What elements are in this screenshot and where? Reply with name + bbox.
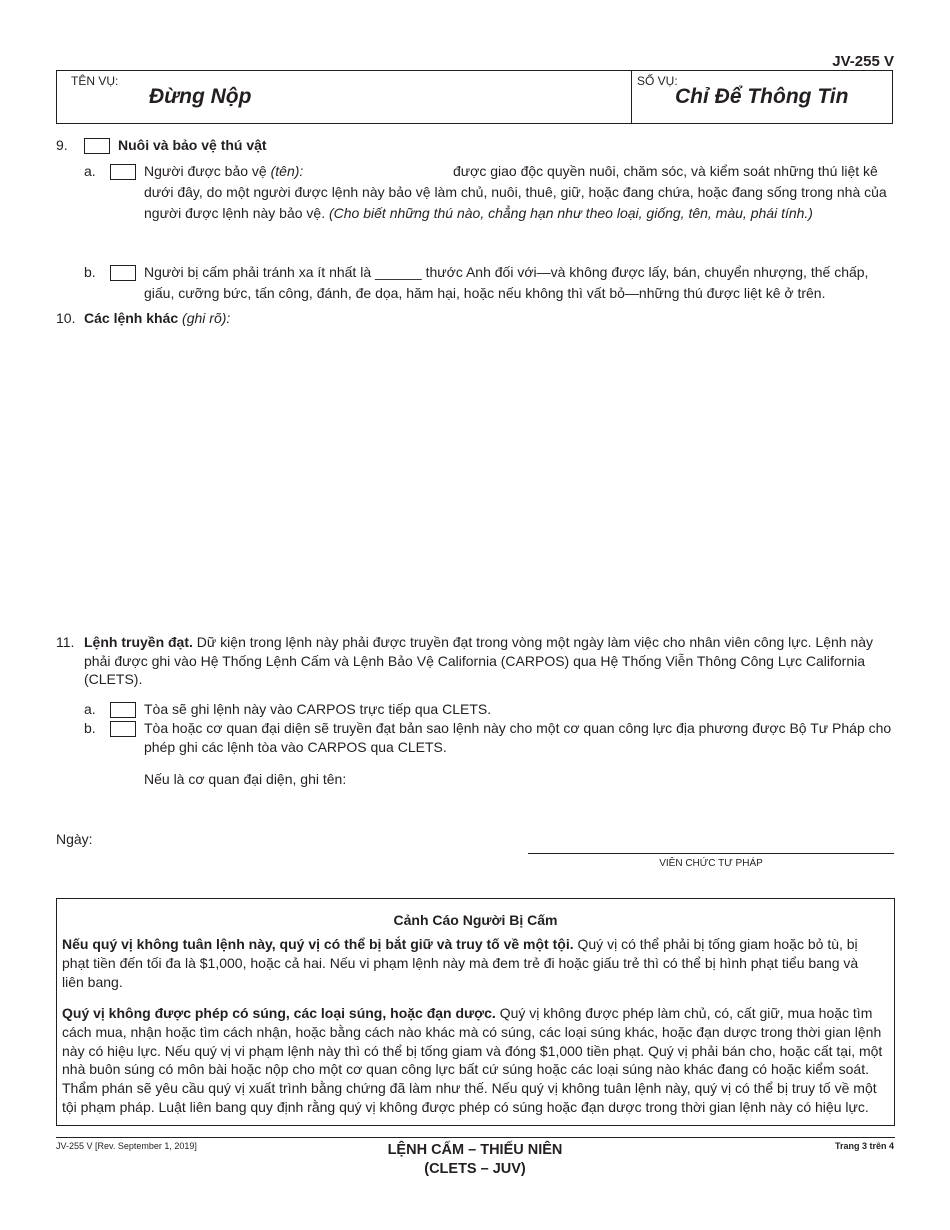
footer-title-line2: (CLETS – JUV) bbox=[424, 1161, 526, 1177]
item11-line1 bbox=[84, 633, 873, 652]
item11b-letter: b. bbox=[84, 720, 96, 736]
item9a-line3-hint: (Cho biết những thú nào, chẳng hạn như theo loại, giống, tên, màu, phái tính.) bbox=[329, 205, 813, 221]
item10-other-orders-area[interactable] bbox=[84, 332, 892, 622]
item9a-letter: a. bbox=[84, 163, 96, 179]
item9b-checkbox[interactable] bbox=[110, 265, 136, 281]
warning-p2-line3: này có hiệu lực. Nếu quý vị vi phạm lệnh này thì có thể bị tống giam và đóng $1,000 tiền phạt. Quý vị phải bán cho, hoặc cất tại, một bbox=[62, 1043, 883, 1059]
warning-p2-line2: cách mua, nhận hoặc tìm cách nhận, hoặc bằng cách nào khác mà có súng, các loại súng khác, hoặc đạn dược trong thời gian lệnh bbox=[62, 1024, 882, 1040]
item9a-line1-end: được giao độc quyền nuôi, chăm sóc, và kiểm soát những thú liệt kê bbox=[453, 163, 878, 179]
case-header bbox=[56, 70, 893, 124]
form-id: JV-255 V bbox=[832, 53, 894, 70]
item11b-checkbox[interactable] bbox=[110, 721, 136, 737]
item10-heading bbox=[84, 309, 230, 328]
item9a-name-hint: (tên): bbox=[270, 163, 304, 179]
warning-p2-line5: Thẩm phán sẽ yêu cầu quý vị xuất trình bằng chứng đã làm như thế. Nếu quý vị không tuân lệnh này, quý vị có thể bị truy tố về một bbox=[62, 1080, 877, 1096]
footer-rev: JV-255 V [Rev. September 1, 2019] bbox=[56, 1141, 197, 1151]
footer-page: Trang 3 trên 4 bbox=[834, 1141, 894, 1151]
footer-rule bbox=[56, 1137, 895, 1138]
officer-label: VIÊN CHỨC TƯ PHÁP bbox=[659, 858, 763, 869]
item11-number: 11. bbox=[56, 634, 75, 650]
item9a-line3 bbox=[144, 204, 813, 223]
item11b-line2: phép ghi các lệnh tòa vào CARPOS qua CLETS. bbox=[144, 739, 447, 755]
signature-line[interactable] bbox=[528, 853, 894, 854]
item11-line2: phải được ghi vào Hệ Thống Lệnh Cấm và Lệnh Bảo Vệ California (CARPOS) qua Hệ Thống Viễn Thông Công Lực California bbox=[84, 653, 866, 669]
case-name-label: TÊN VỤ: bbox=[71, 74, 119, 88]
date-label: Ngày: bbox=[56, 831, 93, 847]
warning-title: Cảnh Cáo Người Bị Cấm bbox=[393, 912, 558, 928]
item9a-line1-start bbox=[144, 162, 303, 181]
item11b-line1: Tòa hoặc cơ quan đại diện sẽ truyền đạt bản sao lệnh này cho một cơ quan công lực địa phương được Bộ Tư Pháp cho bbox=[144, 720, 892, 736]
warning-p2-line4: nhà buôn súng có môn bài hoặc nộp cho một cơ quan công lực bất cứ súng hoặc các loại súng nào khác đang có hoặc kiểm soát. bbox=[62, 1061, 869, 1077]
warning-p2-line1 bbox=[62, 1004, 872, 1023]
header-divider bbox=[631, 71, 632, 123]
footer-title-line1: LỆNH CẤM – THIẾU NIÊN bbox=[387, 1142, 563, 1158]
warning-p2-rest: Quý vị không được phép làm chủ, có, cất giữ, mua hoặc tìm bbox=[495, 1005, 873, 1021]
item9a-line2: dưới đây, do một người được lệnh này bảo vệ làm chủ, nuôi, thuê, giữ, hoặc đang chứa, hoặc đang sống trong nhà của bbox=[144, 184, 887, 200]
item11a-text: Tòa sẽ ghi lệnh này vào CARPOS trực tiếp qua CLETS. bbox=[144, 701, 492, 717]
warning-p1-bold: Nếu quý vị không tuân lệnh này, quý vị có thể bị bắt giữ và truy tố về một tội. bbox=[62, 936, 574, 952]
item9-number: 9. bbox=[56, 137, 68, 153]
item11-title: Lệnh truyền đạt. bbox=[84, 634, 193, 650]
warning-p1-line3: liên bang. bbox=[62, 974, 123, 990]
warning-p1-line2: phạt tiền đến tối đa là $1,000, hoặc cả hai. Nếu vi phạm lệnh này mà đem trẻ đi hoặc giấu trẻ thì có thể bị hình phạt tiểu bang và bbox=[62, 955, 859, 971]
case-number-value: Chỉ Để Thông Tin bbox=[675, 85, 849, 108]
footer-title bbox=[300, 1141, 650, 1179]
item11-line3: (CLETS). bbox=[84, 671, 143, 687]
case-name-value: Đừng Nộp bbox=[149, 85, 252, 108]
item10-hint: (ghi rõ): bbox=[182, 310, 231, 326]
warning-p2-line6: tội phạm pháp. Luật liên bang quy định rằng quý vị không được phép có súng hoặc đạn dược trong thời gian lệnh này có hiệu lực. bbox=[62, 1099, 869, 1115]
warning-p1-rest: Quý vị có thể phải bị tống giam hoặc bỏ tù, bị bbox=[573, 936, 858, 952]
item9-title: Nuôi và bảo vệ thú vật bbox=[118, 137, 267, 153]
item11-line1-text: Dữ kiện trong lệnh này phải được truyền đạt trong vòng một ngày làm việc cho nhân viên công lực. Lệnh này bbox=[196, 634, 874, 650]
item9a-checkbox[interactable] bbox=[110, 164, 136, 180]
item9a-line3-text: người được lệnh này bảo vệ. bbox=[144, 205, 329, 221]
item9b-line2: giấu, cưỡng bức, tấn công, đánh, đe dọa, hăm hại, hoặc nếu không thì vất bỏ—những thú được liệt kê ở trên. bbox=[144, 285, 826, 301]
item9a-text: Người được bảo vệ bbox=[144, 163, 271, 179]
item9b-line1: Người bị cấm phải tránh xa ít nhất là ______ thước Anh đối với—và không được lấy, bán, chuyển nhượng, thế chấp, bbox=[144, 264, 869, 280]
warning-p1-line1 bbox=[62, 935, 858, 954]
item9b-letter: b. bbox=[84, 264, 96, 280]
case-number-label: SỐ VỤ: bbox=[637, 74, 678, 88]
agency-name-label: Nếu là cơ quan đại diện, ghi tên: bbox=[144, 771, 347, 787]
item10-number: 10. bbox=[56, 310, 76, 326]
warning-p2-bold: Quý vị không được phép có súng, các loại súng, hoặc đạn dược. bbox=[62, 1005, 496, 1021]
item11a-checkbox[interactable] bbox=[110, 702, 136, 718]
item10-title: Các lệnh khác bbox=[84, 310, 179, 326]
item11a-letter: a. bbox=[84, 701, 96, 717]
item9-checkbox[interactable] bbox=[84, 138, 110, 154]
